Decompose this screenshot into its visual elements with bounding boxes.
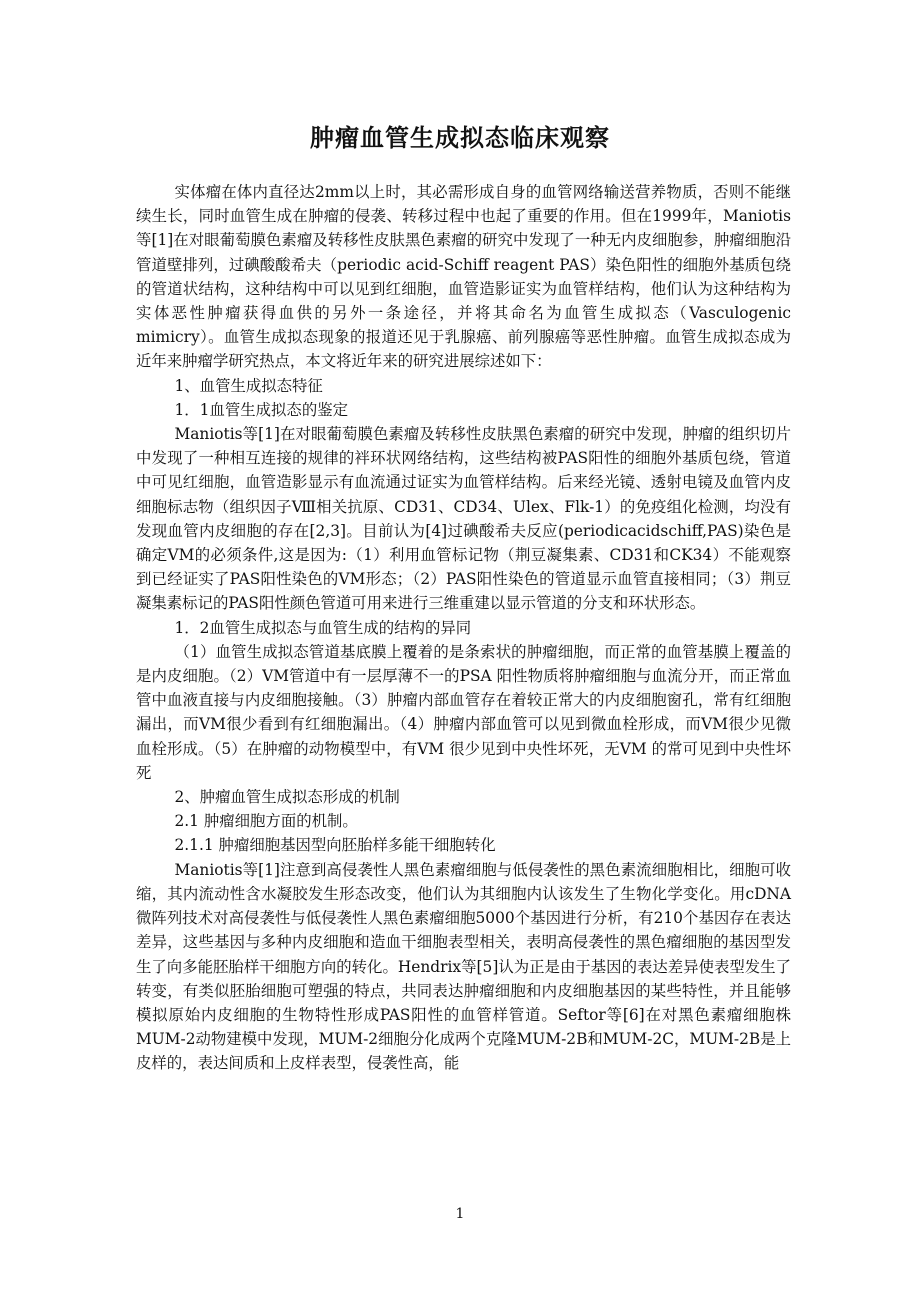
paragraph-1-1: Maniotis等[1]在对眼葡萄膜色素瘤及转移性皮肤黑色素瘤的研究中发现，肿瘤的组织切片中发现了一种相互连接的规律的袢环状网络结构，这些结构被PAS阳性的细胞外基质包绕，管道中可见红细胞，血管造影显示有血流通过证实为血管样结构。后来经光镜、透射电镜及血管内皮细胞标志物（组织因子Ⅷ相关抗原、CD31、CD34、Ulex、Flk-1）的免疫组化检测，均没有发现血管内皮细胞的存在[2,3]。目前认为[4]过碘酸希夫反应(periodicacidschiff,PAS)染色是确定VM的必须条件,这是因为:（1）利用血管标记物（荆豆凝集素、CD31和CK34）不能观察到已经证实了PAS阳性染色的VM形态；（2）PAS阳性染色的管道显示血管直接相同；（3）荆豆凝集素标记的PAS阳性颜色管道可用来进行三维重建以显示管道的分支和环状形态。 [136,425,791,613]
paragraph-2-1-1: Maniotis等[1]注意到高侵袭性人黑色素瘤细胞与低侵袭性的黑色素流细胞相比，细胞可收缩，其内流动性含水凝胶发生形态改变，他们认为其细胞内认该发生了生物化学变化。用cDNA微阵列技术对高侵袭性与低侵袭性人黑色素瘤细胞5000个基因进行分析，有210个基因存在表达差异，这些基因与多种内皮细胞和造血干细胞表型相关，表明高侵袭性的黑色瘤细胞的基因型发生了向多能胚胎样干细胞方向的转化。Hendrix等[5]认为正是由于基因的表达差异使表型发生了转变，有类似胚胎细胞可塑强的特点，共同表达肿瘤细胞和内皮细胞基因的某些特性，并且能够模拟原始内皮细胞的生物特性形成PAS阳性的血管样管道。Seftor等[6]在对黑色素瘤细胞株MUM-2动物建模中发现，MUM-2细胞分化成两个克隆MUM-2B和MUM-2C，MUM-2B是上皮样的，表达间质和上皮样表型，侵袭性高，能 [136,860,792,1073]
subsection-heading-2-1: 2.1 肿瘤细胞方面的机制。 [174,812,358,831]
page-title: 肿瘤血管生成拟态临床观察 [310,124,610,152]
subsection-heading-1-2: 1．2血管生成拟态与血管生成的结构的异同 [174,618,472,637]
page-number: 1 [455,1206,465,1222]
subsection-heading-2-1-1: 2.1.1 肿瘤细胞基因型向胚胎样多能干细胞转化 [174,836,496,855]
paragraph-intro: 实体瘤在体内直径达2mm以上时，其必需形成自身的血管网络输送营养物质，否则不能继续生长，同时血管生成在肿瘤的侵袭、转移过程中也起了重要的作用。但在1999年，Maniotis等[1]在对眼葡萄膜色素瘤及转移性皮肤黑色素瘤的研究中发现了一种无内皮细胞参，肿瘤细胞沿管道壁排列，过碘酸酸希夫（periodic acid-Schiff reagent PAS）染色阳性的细胞外基质包绕的管道状结构，这种结构中可以见到红细胞，血管造影证实为血管样结构，他们认为这种结构为实体恶性肿瘤获得血供的另外一条途径，并将其命名为血管生成拟态（Vasculogenic mimicry）。血管生成拟态现象的报道还见于乳腺癌、前列腺癌等恶性肿瘤。血管生成拟态成为近年来肿瘤学研究热点，本文将近年来的研究进展综述如下： [136,183,791,371]
paragraph-1-2: （1）血管生成拟态管道基底膜上覆着的是条索状的肿瘤细胞，而正常的血管基膜上覆盖的是内皮细胞。（2）VM管道中有一层厚薄不一的PSA 阳性物质将肿瘤细胞与血流分开，而正常血管中血液直接与内皮细胞接触。（3）肿瘤内部血管存在着较正常大的内皮细胞窗孔，常有红细胞漏出，而VM很少看到有红细胞漏出。（4）肿瘤内部血管可以见到微血栓形成，而VM很少见微血栓形成。（5）在肿瘤的动物模型中，有VM 很少见到中央性坏死，无VM 的常可见到中央性坏死 [136,642,791,782]
section-heading-1: 1、血管生成拟态特征 [174,376,323,395]
document-body [136,180,791,1076]
subsection-heading-1-1: 1．1血管生成拟态的鉴定 [174,400,348,419]
section-heading-2: 2、肿瘤血管生成拟态形成的机制 [174,788,400,807]
